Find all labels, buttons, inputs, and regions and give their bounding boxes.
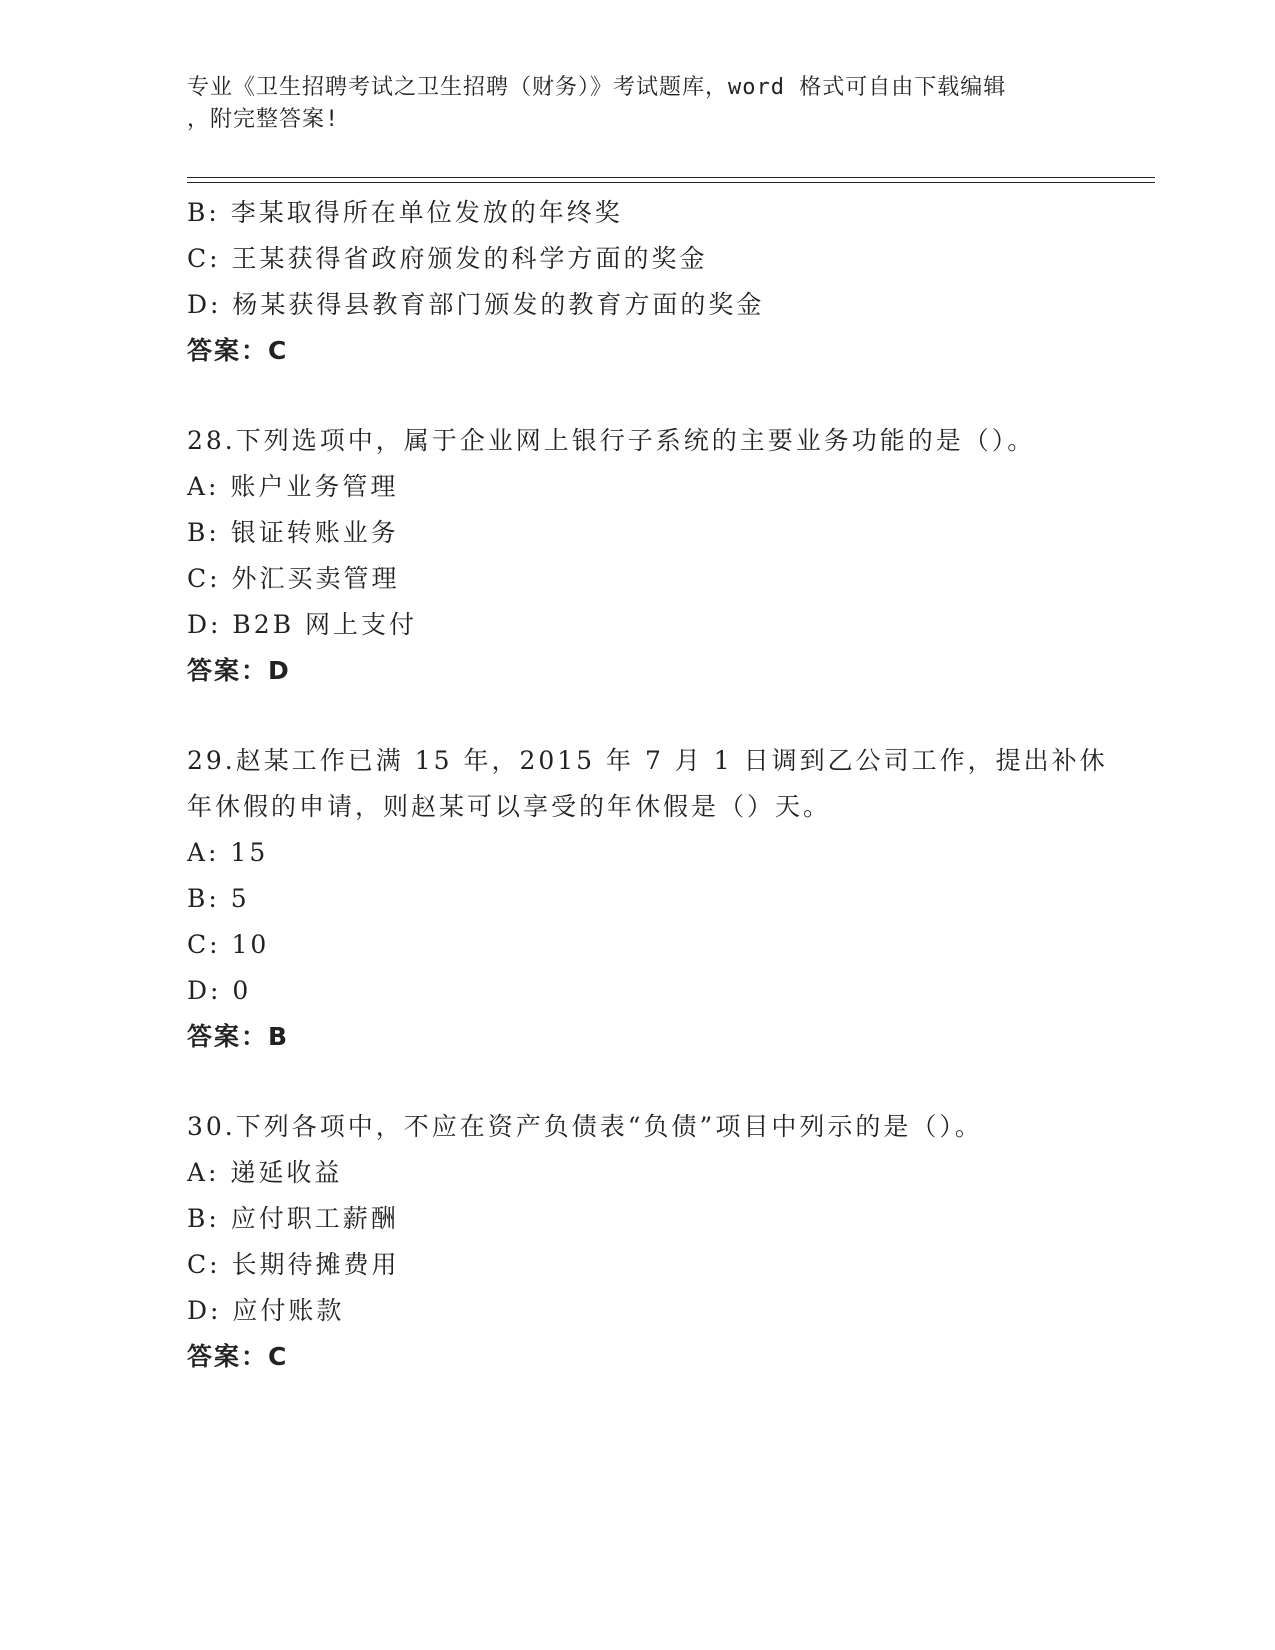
question-29: [187, 738, 1108, 1060]
option-b: B: 李某取得所在单位发放的年终奖: [187, 198, 623, 227]
option-c: C: 王某获得省政府颁发的科学方面的奖金: [187, 244, 708, 273]
option-b: B: 银证转账业务: [187, 518, 399, 547]
option-d: D: 应付账款: [187, 1296, 345, 1325]
question-list: [187, 190, 1108, 1380]
header-line-2: ，附完整答案!: [187, 107, 340, 132]
header-rule-bottom: [187, 182, 1155, 183]
option-a: A: 账户业务管理: [187, 472, 399, 501]
option-a: A: 15: [187, 838, 269, 867]
option-c: C: 10: [187, 930, 270, 959]
document-header: [187, 72, 1067, 136]
question-stem: 28.下列选项中，属于企业网上银行子系统的主要业务功能的是（）。: [187, 426, 1036, 455]
question-stem-line-2: 年休假的申请，则赵某可以享受的年休假是（）天。: [187, 792, 832, 821]
answer-line: 答案：C: [187, 1342, 289, 1371]
option-c: C: 长期待摊费用: [187, 1250, 400, 1279]
option-d: D: B2B 网上支付: [187, 610, 418, 639]
question-30: [187, 1104, 1087, 1380]
question-stem: 30.下列各项中，不应在资产负债表“负债”项目中列示的是（）。: [187, 1112, 983, 1141]
question-27-continued: [187, 190, 1087, 374]
answer-line: 答案：D: [187, 656, 291, 685]
answer-line: 答案：B: [187, 1022, 290, 1051]
option-a: A: 递延收益: [187, 1158, 343, 1187]
header-line-1: 专业《卫生招聘考试之卫生招聘（财务）》考试题库，word 格式可自由下载编辑: [187, 75, 1007, 100]
option-d: D: 杨某获得县教育部门颁发的教育方面的奖金: [187, 290, 765, 319]
option-b: B: 应付职工薪酬: [187, 1204, 399, 1233]
option-c: C: 外汇买卖管理: [187, 564, 400, 593]
header-rule-top: [187, 177, 1155, 178]
question-28: [187, 418, 1087, 694]
option-d: D: 0: [187, 976, 252, 1005]
answer-line: 答案：C: [187, 336, 289, 365]
question-stem-line-1: 29.赵某工作已满 15 年，2015 年 7 月 1 日调到乙公司工作，提出补休: [187, 746, 1108, 775]
option-b: B: 5: [187, 884, 250, 913]
